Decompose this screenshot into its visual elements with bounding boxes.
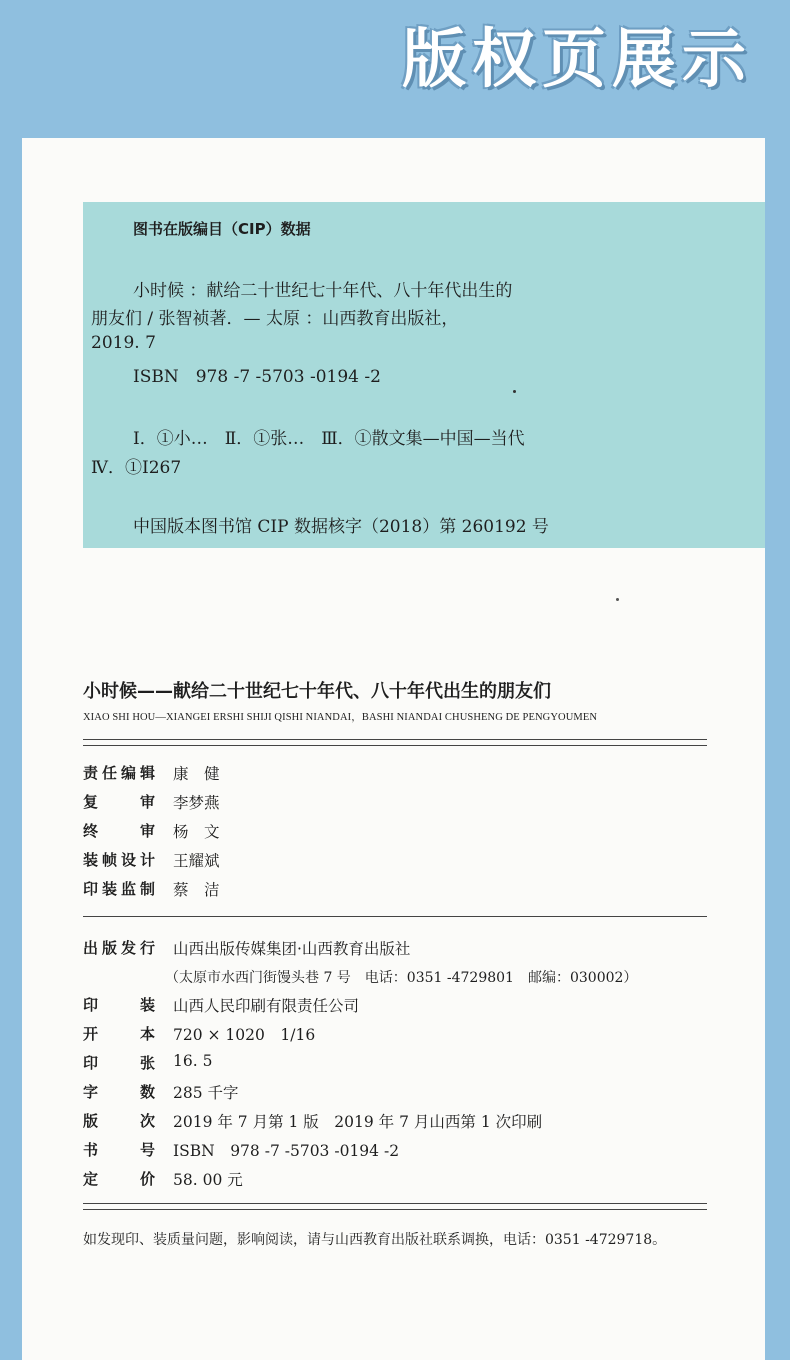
staff-label: 复审	[83, 793, 155, 811]
staff-value: 杨 文	[173, 823, 220, 841]
staff-divider	[83, 916, 707, 917]
publisher-label: 出版发行	[83, 939, 155, 957]
staff-label: 终审	[83, 822, 155, 840]
bottom-double-rule	[83, 1203, 707, 1210]
publisher-value: 山西出版传媒集团·山西教育出版社	[173, 940, 411, 958]
spec-label: 书号	[83, 1141, 155, 1159]
staff-value: 康 健	[173, 765, 220, 783]
top-double-rule	[83, 739, 707, 746]
spec-label: 印张	[83, 1054, 155, 1072]
spec-label: 定价	[83, 1170, 155, 1188]
staff-label: 责任编辑	[83, 764, 155, 782]
publisher-address: （太原市水西门街馒头巷 7 号 电话：0351 -4729801 邮编：030002）	[165, 970, 638, 986]
spec-label: 版次	[83, 1112, 155, 1130]
spec-label: 印装	[83, 996, 155, 1014]
paper-speck	[616, 598, 619, 601]
cip-classification-line-2: Ⅳ．①I267	[91, 458, 182, 478]
cip-dot	[513, 390, 516, 393]
spec-label: 开本	[83, 1025, 155, 1043]
spec-label: 字数	[83, 1083, 155, 1101]
cip-record-number: 中国版本图书馆 CIP 数据核字（2018）第 260192 号	[133, 517, 549, 537]
cip-isbn-line: ISBN 978 -7 -5703 -0194 -2	[133, 367, 381, 387]
cip-heading: 图书在版编目（CIP）数据	[133, 220, 311, 238]
staff-value: 李梦燕	[173, 794, 220, 812]
spec-value: 2019 年 7 月第 1 版 2019 年 7 月山西第 1 次印刷	[173, 1113, 543, 1131]
staff-value: 蔡 洁	[173, 881, 220, 899]
quality-notice: 如发现印、装质量问题，影响阅读，请与山西教育出版社联系调换，电话：0351 -4729718。	[83, 1232, 667, 1248]
spec-value: 山西人民印刷有限责任公司	[173, 997, 360, 1015]
cip-title-line: 小时候 ：献给二十世纪七十年代、八十年代出生的	[133, 281, 513, 301]
banner	[0, 0, 790, 138]
cip-date-line: 2019. 7	[91, 333, 156, 353]
spec-value: 58. 00 元	[173, 1171, 243, 1189]
cip-classification-line: Ⅰ．①小… Ⅱ．①张… Ⅲ．①散文集—中国—当代	[133, 429, 525, 449]
spec-value: ISBN 978 -7 -5703 -0194 -2	[173, 1142, 400, 1160]
cip-block	[83, 202, 765, 548]
spec-value: 285 千字	[173, 1084, 239, 1102]
spec-value: 720 × 1020 1/16	[173, 1026, 316, 1044]
cip-author-line: 朋友们 / 张智祯著．— 太原 ：山西教育出版社，	[91, 309, 459, 329]
staff-label: 装帧设计	[83, 851, 155, 869]
staff-label: 印装监制	[83, 880, 155, 898]
spec-value: 16. 5	[173, 1052, 213, 1070]
book-title-pinyin: XIAO SHI HOU—XIANGEI ERSHI SHIJI QISHI NIANDAI，BASHI NIANDAI CHUSHENG DE PENGYOUMEN	[83, 712, 598, 723]
book-title: 小时候——献给二十世纪七十年代、八十年代出生的朋友们	[83, 681, 551, 702]
banner-title: 版权页展示	[402, 23, 752, 97]
staff-value: 王耀斌	[173, 852, 220, 870]
